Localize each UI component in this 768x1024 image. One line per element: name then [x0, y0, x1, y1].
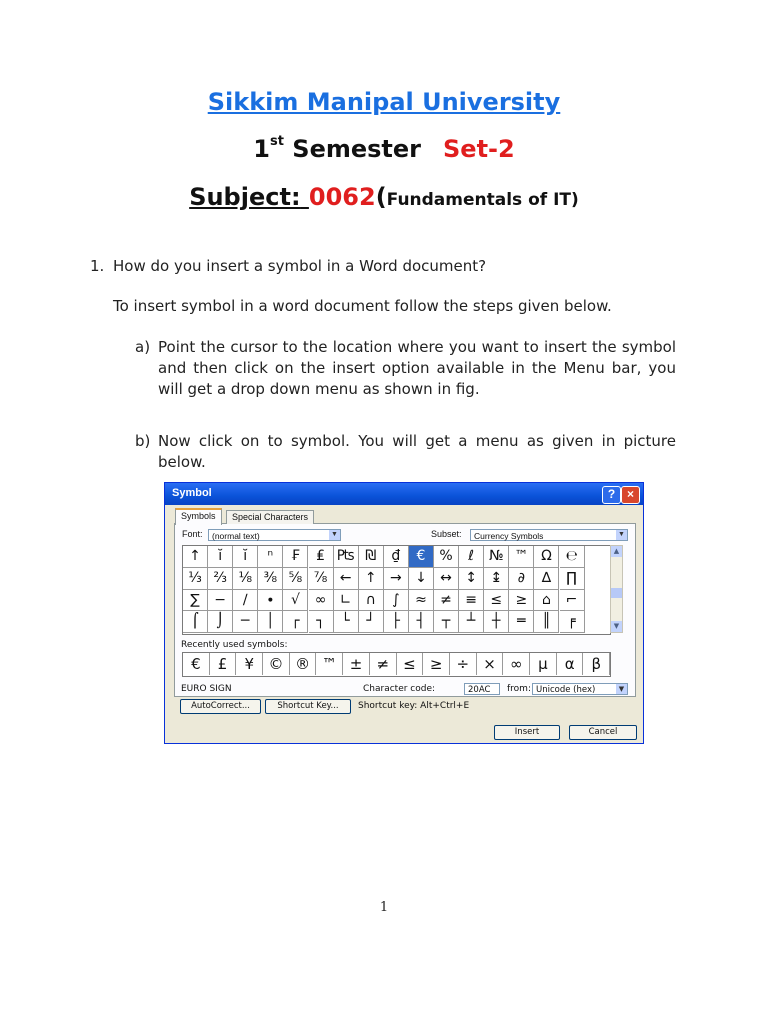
- symbol-cell[interactable]: ⅞: [309, 568, 334, 590]
- symbol-cell[interactable]: ↔: [434, 568, 459, 590]
- font-label: Font:: [182, 529, 203, 539]
- symbol-cell[interactable]: ∏: [560, 568, 585, 590]
- font-select[interactable]: (normal text) ▼: [208, 529, 341, 541]
- symbol-cell[interactable]: ≡: [459, 590, 484, 612]
- symbol-cell[interactable]: ∆: [534, 568, 559, 590]
- recent-symbol-cell[interactable]: ™: [317, 653, 344, 675]
- recent-symbol-cell[interactable]: ±: [343, 653, 370, 675]
- tab-special-characters[interactable]: Special Characters: [226, 510, 314, 524]
- character-code-label: Character code:: [363, 684, 436, 694]
- symbol-cell[interactable]: ₣: [283, 546, 308, 568]
- symbol-cell[interactable]: ∞: [309, 590, 334, 612]
- symbol-cell[interactable]: ┐: [309, 611, 334, 633]
- shortcut-key-text: Shortcut key: Alt+Ctrl+E: [358, 701, 470, 711]
- recent-symbol-cell[interactable]: ©: [263, 653, 290, 675]
- symbol-cell[interactable]: ⌡: [208, 611, 233, 633]
- university-title: Sikkim Manipal University: [207, 88, 561, 116]
- close-icon[interactable]: ×: [621, 486, 640, 504]
- symbol-cell[interactable]: ∂: [509, 568, 534, 590]
- symbol-cell[interactable]: ⅛: [233, 568, 258, 590]
- symbol-cell[interactable]: │: [258, 611, 283, 633]
- step-b-text: Now click on to symbol. You will get a menu as given in picture below.: [158, 432, 676, 471]
- recent-symbol-cell[interactable]: ÷: [450, 653, 477, 675]
- from-select[interactable]: Unicode (hex) ▼: [532, 683, 628, 695]
- recent-symbol-cell[interactable]: ¥: [236, 653, 263, 675]
- symbol-cell[interactable]: ℓ: [459, 546, 484, 568]
- symbol-cell[interactable]: ₪: [359, 546, 384, 568]
- symbol-cell[interactable]: №: [484, 546, 509, 568]
- symbol-grid: [182, 545, 611, 635]
- recent-symbol-cell[interactable]: β: [584, 653, 611, 675]
- subject-line: Subject: 0062(Fundamentals of IT): [189, 183, 579, 211]
- symbol-cell[interactable]: ┘: [359, 611, 384, 633]
- scroll-up-icon[interactable]: ▲: [611, 546, 622, 557]
- set-label: Set-2: [443, 135, 515, 163]
- help-icon[interactable]: ?: [602, 486, 621, 504]
- symbol-cell[interactable]: ĭ: [233, 546, 258, 568]
- recent-symbol-cell[interactable]: α: [557, 653, 584, 675]
- page-number: 1: [379, 900, 389, 915]
- intro-text: To insert symbol in a word document follow the steps given below.: [113, 297, 612, 315]
- symbol-cell[interactable]: √: [283, 590, 308, 612]
- recent-symbols-label: Recently used symbols:: [181, 640, 288, 650]
- symbol-cell[interactable]: ┌: [283, 611, 308, 633]
- symbol-cell[interactable]: ↓: [409, 568, 434, 590]
- recent-symbol-cell[interactable]: ∞: [503, 653, 530, 675]
- symbol-cell[interactable]: ↑: [359, 568, 384, 590]
- semester-line: 1st Semester Set-2: [253, 134, 515, 163]
- symbol-cell[interactable]: ─: [233, 611, 258, 633]
- symbol-cell[interactable]: └: [334, 611, 359, 633]
- scroll-down-icon[interactable]: ▼: [611, 621, 622, 632]
- symbol-cell[interactable]: ≈: [409, 590, 434, 612]
- symbol-cell[interactable]: ═: [509, 611, 534, 633]
- symbol-cell[interactable]: €: [409, 546, 434, 568]
- symbol-cell[interactable]: ⅓: [183, 568, 208, 590]
- symbol-cell[interactable]: ™: [509, 546, 534, 568]
- symbol-cell[interactable]: ₤: [309, 546, 334, 568]
- symbol-cell[interactable]: ┴: [459, 611, 484, 633]
- symbol-cell[interactable]: ⌐: [560, 590, 585, 612]
- symbol-cell[interactable]: ├: [384, 611, 409, 633]
- symbol-cell[interactable]: ┼: [484, 611, 509, 633]
- autocorrect-button[interactable]: AutoCorrect...: [180, 699, 261, 714]
- recent-symbol-cell[interactable]: ≠: [370, 653, 397, 675]
- chevron-down-icon: ▼: [329, 530, 340, 540]
- symbol-cell[interactable]: ≥: [509, 590, 534, 612]
- symbol-cell[interactable]: ↑: [183, 546, 208, 568]
- subset-select[interactable]: Currency Symbols ▼: [470, 529, 628, 541]
- recent-symbols-row: [182, 652, 611, 677]
- recent-symbol-cell[interactable]: €: [183, 653, 210, 675]
- recent-symbol-cell[interactable]: ≥: [423, 653, 450, 675]
- question-number: 1.: [90, 257, 105, 275]
- symbol-cell[interactable]: ∙: [258, 590, 283, 612]
- symbol-cell[interactable]: %: [434, 546, 459, 568]
- symbol-cell[interactable]: ∟: [334, 590, 359, 612]
- tab-symbols[interactable]: Symbols: [175, 508, 222, 525]
- scroll-thumb[interactable]: [611, 588, 622, 598]
- symbol-cell[interactable]: Ω: [534, 546, 559, 568]
- symbol-cell[interactable]: →: [384, 568, 409, 590]
- symbol-cell[interactable]: ║: [534, 611, 559, 633]
- subset-label: Subset:: [431, 529, 462, 539]
- step-a-text: Point the cursor to the location where you want to insert the symbol and then click on the insert option available in the Menu bar, you will get a drop down menu as shown in fig.: [158, 338, 676, 398]
- symbol-cell[interactable]: ₧: [334, 546, 359, 568]
- recent-symbol-cell[interactable]: £: [210, 653, 237, 675]
- symbol-cell[interactable]: ←: [334, 568, 359, 590]
- symbol-cell[interactable]: ┬: [434, 611, 459, 633]
- recent-symbol-cell[interactable]: µ: [530, 653, 557, 675]
- subject-name: Fundamentals of IT: [386, 190, 572, 210]
- symbol-cell[interactable]: ₫: [384, 546, 409, 568]
- from-label: from:: [507, 684, 531, 694]
- insert-button[interactable]: Insert: [494, 725, 560, 740]
- symbol-cell[interactable]: ℮: [560, 546, 585, 568]
- symbol-cell[interactable]: ⁿ: [258, 546, 283, 568]
- shortcut-key-button[interactable]: Shortcut Key...: [265, 699, 351, 714]
- symbol-grid-scrollbar[interactable]: [610, 545, 623, 633]
- chevron-down-icon: ▼: [616, 530, 627, 540]
- recent-symbol-cell[interactable]: ®: [290, 653, 317, 675]
- step-b-label: b): [135, 432, 151, 450]
- symbol-cell[interactable]: ∫: [384, 590, 409, 612]
- dialog-title: Symbol: [172, 487, 212, 499]
- symbol-cell[interactable]: ≠: [434, 590, 459, 612]
- symbol-cell[interactable]: ĭ: [208, 546, 233, 568]
- cancel-button[interactable]: Cancel: [569, 725, 637, 740]
- symbol-cell[interactable]: −: [208, 590, 233, 612]
- symbol-cell[interactable]: ⅔: [208, 568, 233, 590]
- symbol-cell[interactable]: ⌠: [183, 611, 208, 633]
- symbol-cell[interactable]: ≤: [484, 590, 509, 612]
- symbol-cell[interactable]: ⅜: [258, 568, 283, 590]
- chevron-down-icon: ▼: [616, 684, 627, 694]
- subject-code: 0062: [308, 183, 376, 211]
- recent-symbol-cell[interactable]: ≤: [397, 653, 424, 675]
- symbol-cell[interactable]: ↨: [484, 568, 509, 590]
- character-code-input[interactable]: 20AC: [464, 683, 500, 695]
- symbol-cell[interactable]: ∩: [359, 590, 384, 612]
- recent-symbol-cell[interactable]: ×: [477, 653, 504, 675]
- symbol-cell[interactable]: ⌂: [534, 590, 559, 612]
- dialog-title-bar[interactable]: [165, 483, 643, 505]
- symbol-cell[interactable]: ∑: [183, 590, 208, 612]
- symbol-cell[interactable]: ∕: [233, 590, 258, 612]
- symbol-cell[interactable]: ↕: [459, 568, 484, 590]
- question-text: How do you insert a symbol in a Word document?: [113, 257, 487, 275]
- symbol-cell[interactable]: ⅝: [283, 568, 308, 590]
- symbol-cell[interactable]: ╒: [560, 611, 585, 633]
- character-name: EURO SIGN: [181, 684, 232, 694]
- symbol-cell[interactable]: ┤: [409, 611, 434, 633]
- step-a-label: a): [135, 338, 151, 356]
